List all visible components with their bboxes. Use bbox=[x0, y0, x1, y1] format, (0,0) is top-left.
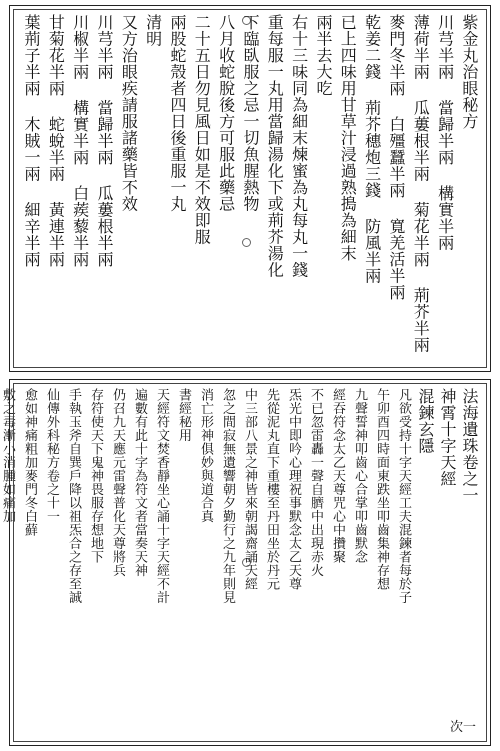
text-column: 川椒半兩 構實半兩 白蒺藜半兩 bbox=[70, 14, 90, 268]
text-column: 存符使天下鬼神畏服存想地下 bbox=[88, 388, 103, 564]
text-column: 凡欲受持十字天經工夫混鍊者每於子 bbox=[396, 388, 411, 604]
text-column: 二十五日勿見風日如是不效即服 bbox=[192, 14, 212, 245]
text-column: 經吞符念太乙天尊咒心中攢聚 bbox=[330, 388, 345, 564]
text-column: 乾姜二錢 荊芥穗炮三錢 防風半兩 bbox=[362, 14, 382, 284]
text-column: 兩股蛇殼者四日後重服一丸 bbox=[167, 14, 187, 212]
text-column: 忽之間寂無遺響朝夕勤行之九年則見 bbox=[220, 388, 235, 604]
text-column: 炁光中即吟心理祝事默念太乙天尊 bbox=[286, 388, 301, 591]
page-number: 次一 bbox=[449, 720, 476, 735]
text-column: 又方治眼疾請服諸藥皆不效 bbox=[119, 14, 139, 212]
text-column: 兩半去大吃 bbox=[313, 14, 333, 97]
text-column: 不已忽雷轟一聲自臍中出現赤火 bbox=[308, 388, 323, 577]
text-columns bbox=[20, 14, 480, 363]
text-column: 中三部八景之神皆來朝謁齋誦天經 bbox=[242, 388, 257, 591]
text-column: 消亡形神俱妙與道合真 bbox=[198, 388, 213, 523]
text-column: 書經秘用 bbox=[176, 388, 191, 442]
text-column: 九聲誓神叩齒心合掌叩齒默念 bbox=[352, 388, 367, 564]
volume-title: 法海遺珠卷之一 bbox=[460, 388, 479, 504]
text-column: 天經符文焚香靜坐心誦十字天經不計 bbox=[154, 388, 169, 604]
text-column: 麥門冬半兩 白殭蠶半兩 寬羌活半兩 bbox=[386, 14, 406, 301]
text-column: 紫金丸治眼秘方 bbox=[459, 14, 479, 130]
text-column: 手執玉斧自巽戶降以祖炁合之存至誠 bbox=[66, 388, 81, 604]
text-column: 葉荊子半兩 木賊一兩 細辛半兩 bbox=[22, 14, 41, 268]
top-page bbox=[9, 5, 491, 372]
text-column: 愈如神痛粗加麥門冬白蘚 bbox=[22, 388, 37, 537]
text-columns bbox=[0, 388, 480, 737]
text-column: 川芎半兩 當歸半兩 瓜蔞根半兩 bbox=[94, 14, 114, 268]
text-column: 甘菊花半兩 蛇蛻半兩 黃連半兩 bbox=[46, 14, 66, 268]
text-column: 右十三味同為細末煉蜜為丸每丸一錢 bbox=[289, 14, 309, 278]
text-column: 先從泥丸直下重樓至丹田坐於丹元 bbox=[264, 388, 279, 591]
text-column: 敷之毒漸小消腫如痛加 bbox=[0, 388, 15, 523]
text-column: 神霄十字天經 bbox=[438, 388, 457, 487]
text-column: 已上四味用甘草汁浸過熟搗為細末 bbox=[338, 14, 358, 262]
text-column: 重每服一丸用當歸湯化下或荊芥湯化 bbox=[265, 14, 285, 278]
text-column: 混鍊玄隱 bbox=[416, 388, 435, 454]
text-column: 薄荷半兩 瓜蔞根半兩 菊花半兩 荊芥半兩 bbox=[411, 14, 431, 353]
text-column: 午卯酉四時面東跌坐叩齒集神存想 bbox=[374, 388, 389, 591]
text-column: 八月收蛇脫後方可服此藥忌 bbox=[216, 14, 236, 212]
text-column: 仍召九天應元雷聲普化天尊將兵 bbox=[110, 388, 125, 577]
text-column: 仙傳外科秘方卷之十一 bbox=[44, 388, 59, 523]
text-column: 遍數有此十字為符文者當奏天神 bbox=[132, 388, 147, 577]
text-column: 清明 bbox=[143, 14, 163, 47]
text-column: 下臨臥服之忌一切魚腥熱物 bbox=[240, 14, 260, 212]
text-column: 川芎半兩 當歸半兩 構實半兩 bbox=[435, 14, 455, 251]
bottom-page bbox=[0, 379, 491, 746]
